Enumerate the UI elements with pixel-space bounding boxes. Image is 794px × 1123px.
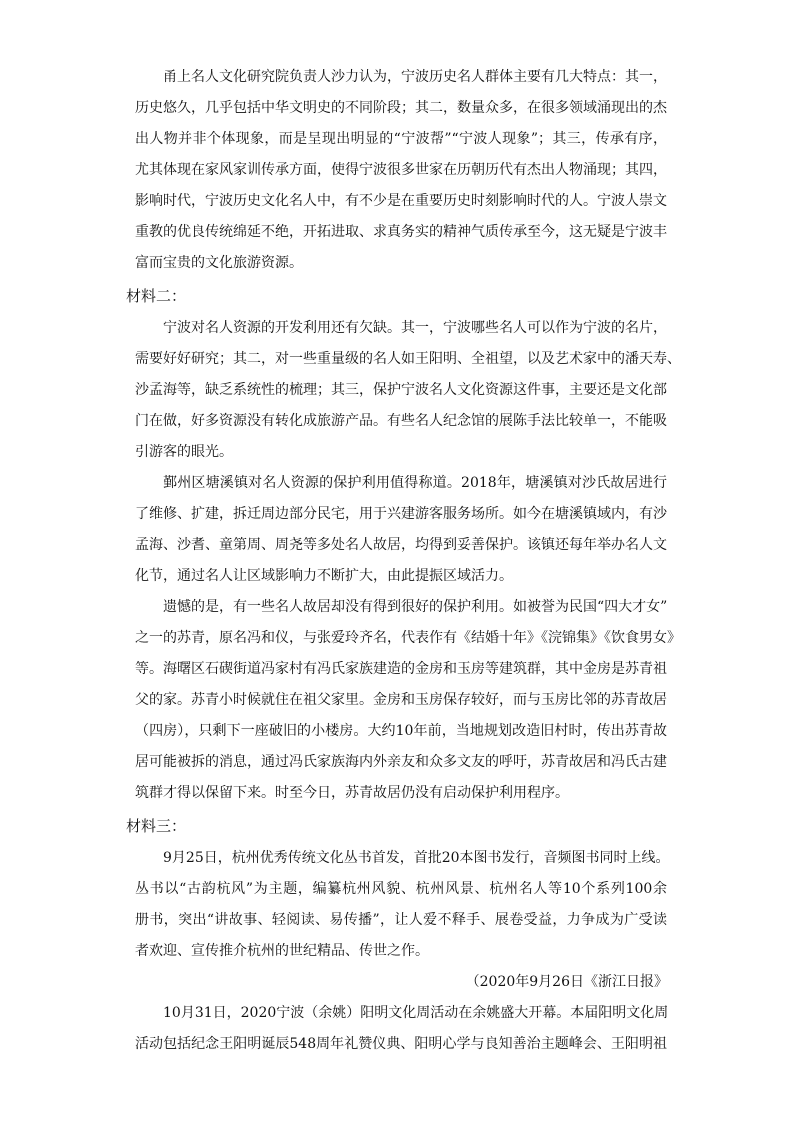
text-line: 父的家。苏青小时候就住在祖父家里。金房和玉房保存较好，而与玉房比邻的苏青故居 <box>135 692 667 708</box>
text-line: 丛书以“古韵杭风”为主题，编纂杭州风貌、杭州风景、杭州名人等10个系列100余 <box>135 881 667 897</box>
text-line: 重教的优良传统绵延不绝，开拓进取、求真务实的精神气质传承至今，这无疑是宁波丰 <box>135 224 667 240</box>
section-heading-material-three: 材料三： <box>126 817 187 835</box>
text-line: 10月31日，2020宁波（余姚）阳明文化周活动在余姚盛大开幕。本届阳明文化周 <box>163 1005 669 1021</box>
source-citation: （2020年9月26日《浙江日报》 <box>465 974 668 990</box>
text-line: 影响时代，宁波历史文化名人中，有不少是在重要历史时刻影响时代的人。宁波人崇文 <box>135 193 667 209</box>
text-line: 孟海、沙耆、童第周、周尧等多处名人故居，均得到妥善保护。该镇还每年举办名人文 <box>135 537 667 553</box>
text-line: 之一的苏青，原名冯和仪，与张爱玲齐名，代表作有《结婚十年》《浣锦集》《饮食男女》 <box>135 630 681 646</box>
text-line: 门在做，好多资源没有转化成旅游产品。有些名人纪念馆的展陈手法比较单一，不能吸 <box>135 413 667 429</box>
text-line: 化节，通过名人让区域影响力不断扩大，由此提振区域活力。 <box>135 568 513 584</box>
text-line: （四房），只剩下一座破旧的小楼房。大约10年前，当地规划改造旧村时，传出苏青故 <box>135 723 667 739</box>
text-line: 册书，突出“讲故事、轻阅读、易传播”，让人爱不释手、展卷受益，力争成为广受读 <box>135 912 667 928</box>
text-line: 历史悠久，几乎包括中华文明史的不同阶段；其二，数量众多，在很多领域涌现出的杰 <box>135 100 667 116</box>
text-line: 沙孟海等，缺乏系统性的梳理；其三，保护宁波名人文化资源这件事，主要还是文化部 <box>135 382 667 398</box>
text-line: 鄞州区塘溪镇对名人资源的保护利用值得称道。2018年，塘溪镇对沙氏故居进行 <box>163 475 667 491</box>
text-line: 筑群才得以保留下来。时至今日，苏青故居仍没有启动保护利用程序。 <box>135 785 569 801</box>
text-line: 甬上名人文化研究院负责人沙力认为，宁波历史名人群体主要有几大特点：其一， <box>163 69 667 85</box>
text-line: 9月25日，杭州优秀传统文化丛书首发，首批20本图书发行，音频图书同时上线。 <box>163 850 670 866</box>
text-line: 了维修、扩建，拆迁周边部分民宅，用于兴建游客服务场所。如今在塘溪镇域内，有沙 <box>135 506 667 522</box>
text-line: 活动包括纪念王阳明诞辰548周年礼赞仪典、阳明心学与良知善治主题峰会、王阳明祖 <box>135 1036 667 1052</box>
text-line: 居可能被拆的消息，通过冯氏家族海内外亲友和众多文友的呼吁，苏青故居和冯氏古建 <box>135 754 667 770</box>
section-heading-material-two: 材料二： <box>126 287 187 305</box>
text-line: 宁波对名人资源的开发利用还有欠缺。其一，宁波哪些名人可以作为宁波的名片， <box>163 320 667 336</box>
text-line: 遗憾的是，有一些名人故居却没有得到很好的保护利用。如被誉为民国“四大才女” <box>163 599 668 615</box>
text-line: 等。海曙区石碶街道冯家村有冯氏家族建造的金房和玉房等建筑群，其中金房是苏青祖 <box>135 661 667 677</box>
text-line: 引游客的眼光。 <box>135 444 233 460</box>
text-line: 富而宝贵的文化旅游资源。 <box>135 255 303 271</box>
text-line: 者欢迎、宣传推介杭州的世纪精品、传世之作。 <box>135 943 429 959</box>
text-line: 需要好好研究；其二，对一些重量级的名人如王阳明、全祖望，以及艺术家中的潘天寿、 <box>135 351 681 367</box>
text-line: 出人物并非个体现象，而是呈现出明显的“宁波帮”“宁波人现象”；其三，传承有序， <box>135 131 667 147</box>
text-line: 尤其体现在家风家训传承方面，使得宁波很多世家在历朝历代有杰出人物涌现；其四， <box>135 162 667 178</box>
